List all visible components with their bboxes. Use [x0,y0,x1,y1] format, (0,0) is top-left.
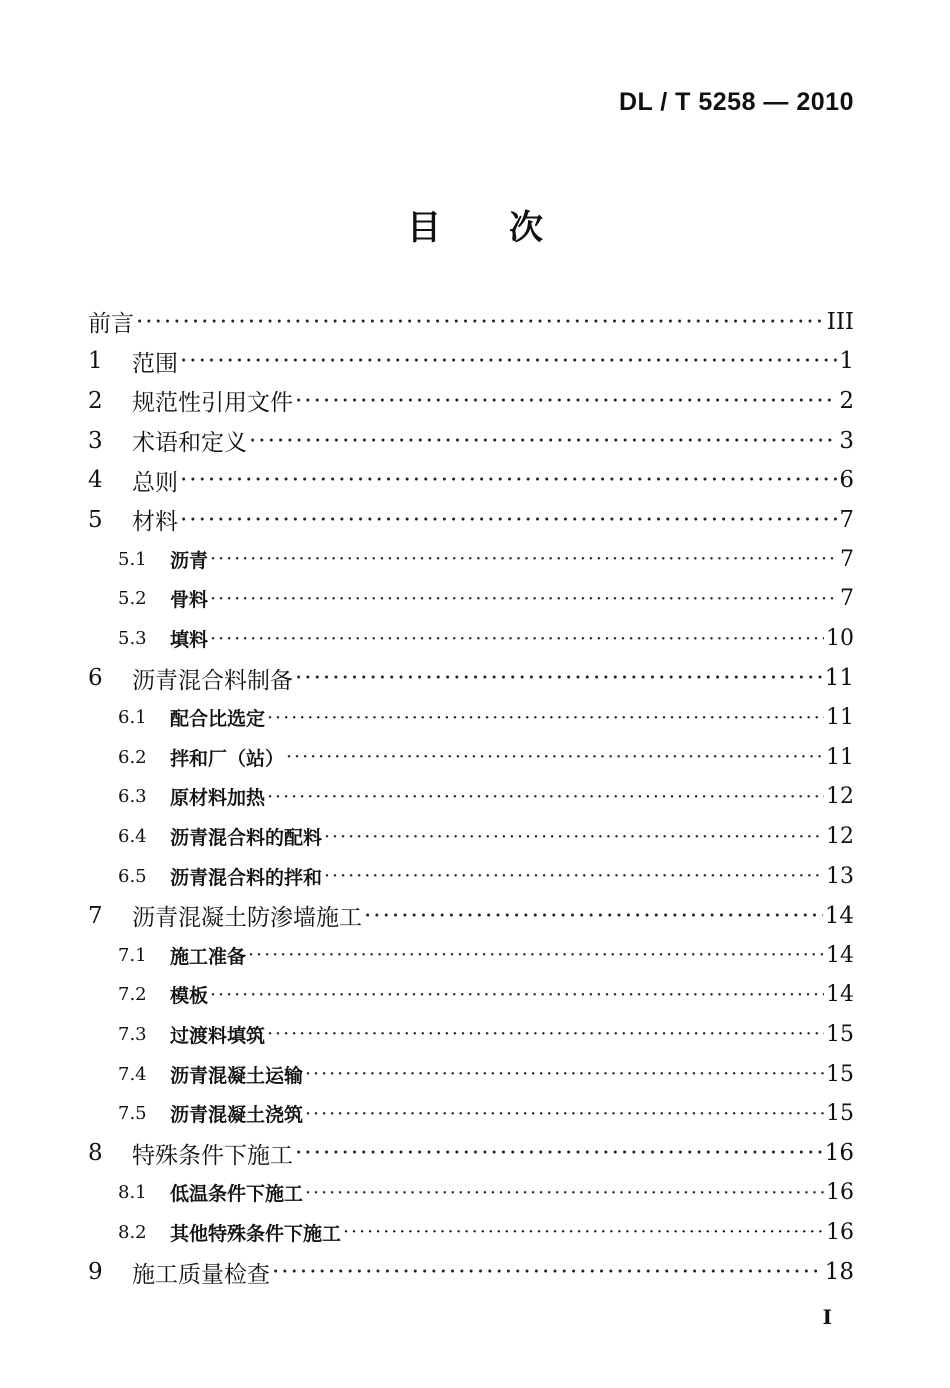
toc-entry[interactable] [88,1252,854,1292]
title-char-1: 目 [407,208,441,248]
toc-entry-label: 拌和厂（站） [170,747,285,770]
toc-entry-label: 沥青混凝土浇筑 [170,1104,304,1127]
page-number: I [822,1305,832,1329]
toc-subentry[interactable] [88,1173,854,1213]
toc-entry[interactable] [88,1133,854,1173]
toc-entry-number: 7.3 [118,1023,147,1045]
toc-entry-page: 16 [826,1219,854,1245]
toc-entry-number: 6 [88,665,103,692]
toc-entry-label: 填料 [170,629,209,652]
toc-subentry[interactable] [88,817,854,857]
dot-leader [305,1063,824,1085]
toc-entry-page: 11 [824,665,854,692]
toc-entry-number: 7.5 [118,1103,147,1125]
toc-entry-page: 14 [826,982,854,1008]
toc-subentry[interactable] [88,579,854,619]
dot-leader [343,1221,824,1243]
title-char-2: 次 [509,208,543,248]
toc-subentry[interactable] [88,856,854,896]
toc-entry-page: 16 [824,1140,854,1167]
toc-entry-number: 7.4 [118,1063,147,1085]
toc-entry-label: 沥青 [170,549,209,572]
toc-entry-number: 2 [88,387,103,414]
dot-leader [267,707,824,729]
dot-leader [295,1140,823,1166]
toc-entry-label: 其他特殊条件下施工 [170,1222,342,1245]
toc-entry-label: 范围 [132,350,178,377]
toc-entry-page: 15 [826,1101,854,1127]
toc-entry-number: 7.1 [118,944,147,966]
toc-entry-number: 5.2 [118,588,147,610]
toc-entry-page: 3 [839,427,854,454]
toc-entry-page: 7 [840,586,854,612]
toc-entry-page: 10 [826,626,854,652]
toc-entry[interactable] [88,460,854,500]
toc-entry-number: 6.3 [118,786,147,808]
standard-code: DL / T 5258 — 2010 [618,88,854,116]
toc-entry-label: 规范性引用文件 [132,390,293,417]
toc-entry-label: 沥青混合料的配料 [170,827,323,850]
dot-leader [267,786,824,808]
dot-leader [295,665,823,691]
toc-subentry[interactable] [88,738,854,778]
dot-leader [180,507,837,533]
toc-subentry[interactable] [88,777,854,817]
toc-entry-number: 5.3 [118,628,147,650]
toc-subentry[interactable] [88,619,854,659]
toc-subentry[interactable] [88,975,854,1015]
dot-leader [272,1259,823,1285]
toc-entry-number: 6.5 [118,865,147,887]
toc-entry-page: 11 [826,705,854,731]
toc-subentry[interactable] [88,1094,854,1134]
toc-subentry[interactable] [88,1015,854,1055]
toc-entry-page: 13 [826,863,854,889]
toc-subentry[interactable] [88,698,854,738]
toc-entry-label: 沥青混凝土防渗墙施工 [132,905,362,932]
toc-entry-number: 6.1 [118,707,147,729]
toc-entry[interactable] [88,381,854,421]
toc-entry-page: 12 [826,784,854,810]
toc-entry-number: 3 [88,427,103,454]
toc-entry-label: 特殊条件下施工 [132,1142,293,1169]
toc-entry-page: 6 [839,467,854,494]
toc-entry[interactable] [88,500,854,540]
toc-subentry[interactable] [88,540,854,580]
toc-entry-number: 9 [88,1259,103,1286]
toc-entry-label: 施工准备 [170,945,247,968]
toc-entry-number: 7 [88,902,103,929]
page-title [0,200,950,249]
toc-entry-page: 7 [840,546,854,572]
toc-entry-label: 骨料 [170,589,209,612]
dot-leader [136,309,825,335]
toc-entry-number: 8 [88,1140,103,1167]
toc-entry-page: 15 [826,1061,854,1087]
toc-subentry[interactable] [88,1213,854,1253]
dot-leader [364,903,823,929]
toc-entry-page: 11 [826,744,854,770]
dot-leader [210,628,824,650]
dot-leader [180,348,837,374]
toc-entry[interactable] [88,302,854,342]
toc-subentry[interactable] [88,1054,854,1094]
toc-entry-page: 12 [826,824,854,850]
dot-leader [305,1103,824,1125]
toc-entry-number: 6.2 [118,746,147,768]
toc-entry-number: 6.4 [118,826,147,848]
toc-subentry[interactable] [88,936,854,976]
toc-entry-label: 沥青混凝土运输 [170,1064,304,1087]
toc-entry[interactable] [88,896,854,936]
toc-entry-page: 16 [826,1180,854,1206]
toc-entry-label: 施工质量检查 [132,1261,270,1288]
toc-entry-number: 5.1 [118,548,147,570]
toc-entry-label: 总则 [132,469,178,496]
toc-entry-number: 8.1 [118,1182,147,1204]
toc-entry-number: 8.2 [118,1221,147,1243]
toc-entry-label: 模板 [170,985,209,1008]
toc-entry-number: 5 [88,506,103,533]
toc-entry-label: 配合比选定 [170,708,266,731]
toc-entry-label: 低温条件下施工 [170,1183,304,1206]
dot-leader [324,826,824,848]
dot-leader [305,1182,824,1204]
dot-leader [210,588,838,610]
dot-leader [210,984,824,1006]
toc-entry-label: 沥青混合料的拌和 [170,866,323,889]
dot-leader [249,428,837,454]
toc-entry-page: 1 [839,348,854,375]
toc-entry[interactable] [88,421,854,461]
toc-entry-page: 7 [839,506,854,533]
table-of-contents [88,302,854,1292]
dot-leader [267,1023,824,1045]
toc-entry-number: 1 [88,348,103,375]
toc-entry-label: 原材料加热 [170,787,266,810]
dot-leader [180,467,837,493]
toc-entry-label: 过渡料填筑 [170,1024,266,1047]
dot-leader [210,548,838,570]
toc-entry-number: 7.2 [118,984,147,1006]
toc-entry-page: 14 [824,902,854,929]
toc-entry-label: 沥青混合料制备 [132,667,293,694]
toc-entry-page: 18 [824,1259,854,1286]
dot-leader [248,944,824,966]
toc-entry[interactable] [88,658,854,698]
toc-entry-page: 14 [826,942,854,968]
toc-entry-page: 15 [826,1021,854,1047]
toc-entry-number: 4 [88,467,103,494]
toc-entry-label: 术语和定义 [132,430,247,457]
toc-entry[interactable] [88,342,854,382]
dot-leader [286,746,824,768]
dot-leader [324,865,824,887]
dot-leader [295,388,837,414]
toc-entry-page: 2 [839,387,854,414]
toc-entry-label: 材料 [132,509,178,536]
toc-entry-label: 前言 [88,311,134,338]
toc-entry-page: III [826,308,854,335]
